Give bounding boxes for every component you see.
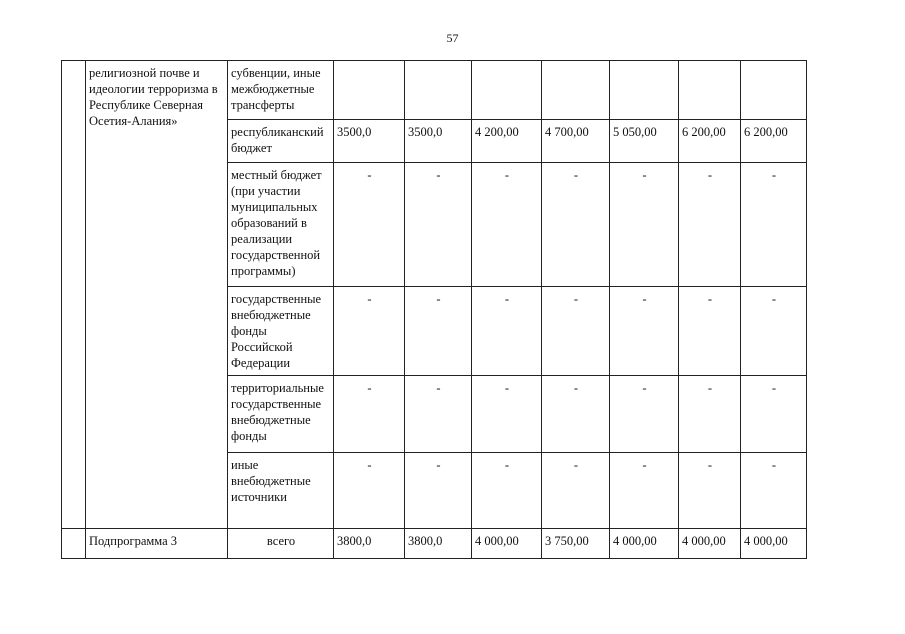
funding-source-cell: государственные внебюджетные фонды Российской Федерации [228, 287, 334, 376]
value-cell: - [405, 287, 472, 376]
value-cell [405, 61, 472, 120]
value-cell: - [741, 453, 807, 529]
value-cell: - [405, 376, 472, 453]
subprogram-label-cell: Подпрограмма 3 [86, 529, 228, 559]
value-cell: - [472, 376, 542, 453]
page-number: 57 [446, 31, 459, 45]
blank-number-cell [62, 61, 86, 529]
funding-source-cell: всего [228, 529, 334, 559]
value-cell: 3 750,00 [542, 529, 610, 559]
value-cell: 6 200,00 [741, 120, 807, 163]
value-cell [610, 61, 679, 120]
value-cell: - [472, 163, 542, 287]
value-cell: - [472, 287, 542, 376]
value-cell [679, 61, 741, 120]
value-cell: - [610, 453, 679, 529]
value-cell: - [610, 287, 679, 376]
program-name-cell: религиозной почве и идеологии терроризма в Республике Северная Осетия-Алания» [86, 61, 228, 529]
value-cell: - [610, 163, 679, 287]
table-row [62, 529, 807, 559]
value-cell: 4 000,00 [741, 529, 807, 559]
funding-source-cell: республиканский бюджет [228, 120, 334, 163]
funding-source-cell: местный бюджет (при участии муниципальных образований в реализации государственной программы) [228, 163, 334, 287]
value-cell: 3800,0 [405, 529, 472, 559]
value-cell: 5 050,00 [610, 120, 679, 163]
blank-number-cell [62, 529, 86, 559]
table-row [62, 61, 807, 120]
value-cell: - [542, 287, 610, 376]
value-cell [334, 61, 405, 120]
value-cell: 4 000,00 [610, 529, 679, 559]
value-cell: - [334, 376, 405, 453]
value-cell: - [542, 163, 610, 287]
value-cell: - [741, 163, 807, 287]
value-cell: - [679, 287, 741, 376]
value-cell: - [405, 163, 472, 287]
value-cell: - [405, 453, 472, 529]
funding-source-cell: территориальные государственные внебюджетные фонды [228, 376, 334, 453]
value-cell: 4 000,00 [679, 529, 741, 559]
value-cell: - [679, 163, 741, 287]
value-cell: - [334, 287, 405, 376]
value-cell: - [542, 453, 610, 529]
value-cell: - [542, 376, 610, 453]
value-cell: 6 200,00 [679, 120, 741, 163]
value-cell: 4 700,00 [542, 120, 610, 163]
value-cell: 3500,0 [405, 120, 472, 163]
value-cell: 4 200,00 [472, 120, 542, 163]
budget-table [61, 60, 807, 559]
value-cell [741, 61, 807, 120]
value-cell: - [334, 163, 405, 287]
value-cell: - [679, 376, 741, 453]
value-cell: 3800,0 [334, 529, 405, 559]
value-cell: 4 000,00 [472, 529, 542, 559]
value-cell: - [741, 376, 807, 453]
value-cell: - [472, 453, 542, 529]
value-cell: - [741, 287, 807, 376]
funding-source-cell: иные внебюджетные источники [228, 453, 334, 529]
value-cell: - [334, 453, 405, 529]
value-cell: - [679, 453, 741, 529]
funding-source-cell: субвенции, иные межбюджетные трансферты [228, 61, 334, 120]
value-cell: 3500,0 [334, 120, 405, 163]
value-cell: - [610, 376, 679, 453]
value-cell [542, 61, 610, 120]
value-cell [472, 61, 542, 120]
